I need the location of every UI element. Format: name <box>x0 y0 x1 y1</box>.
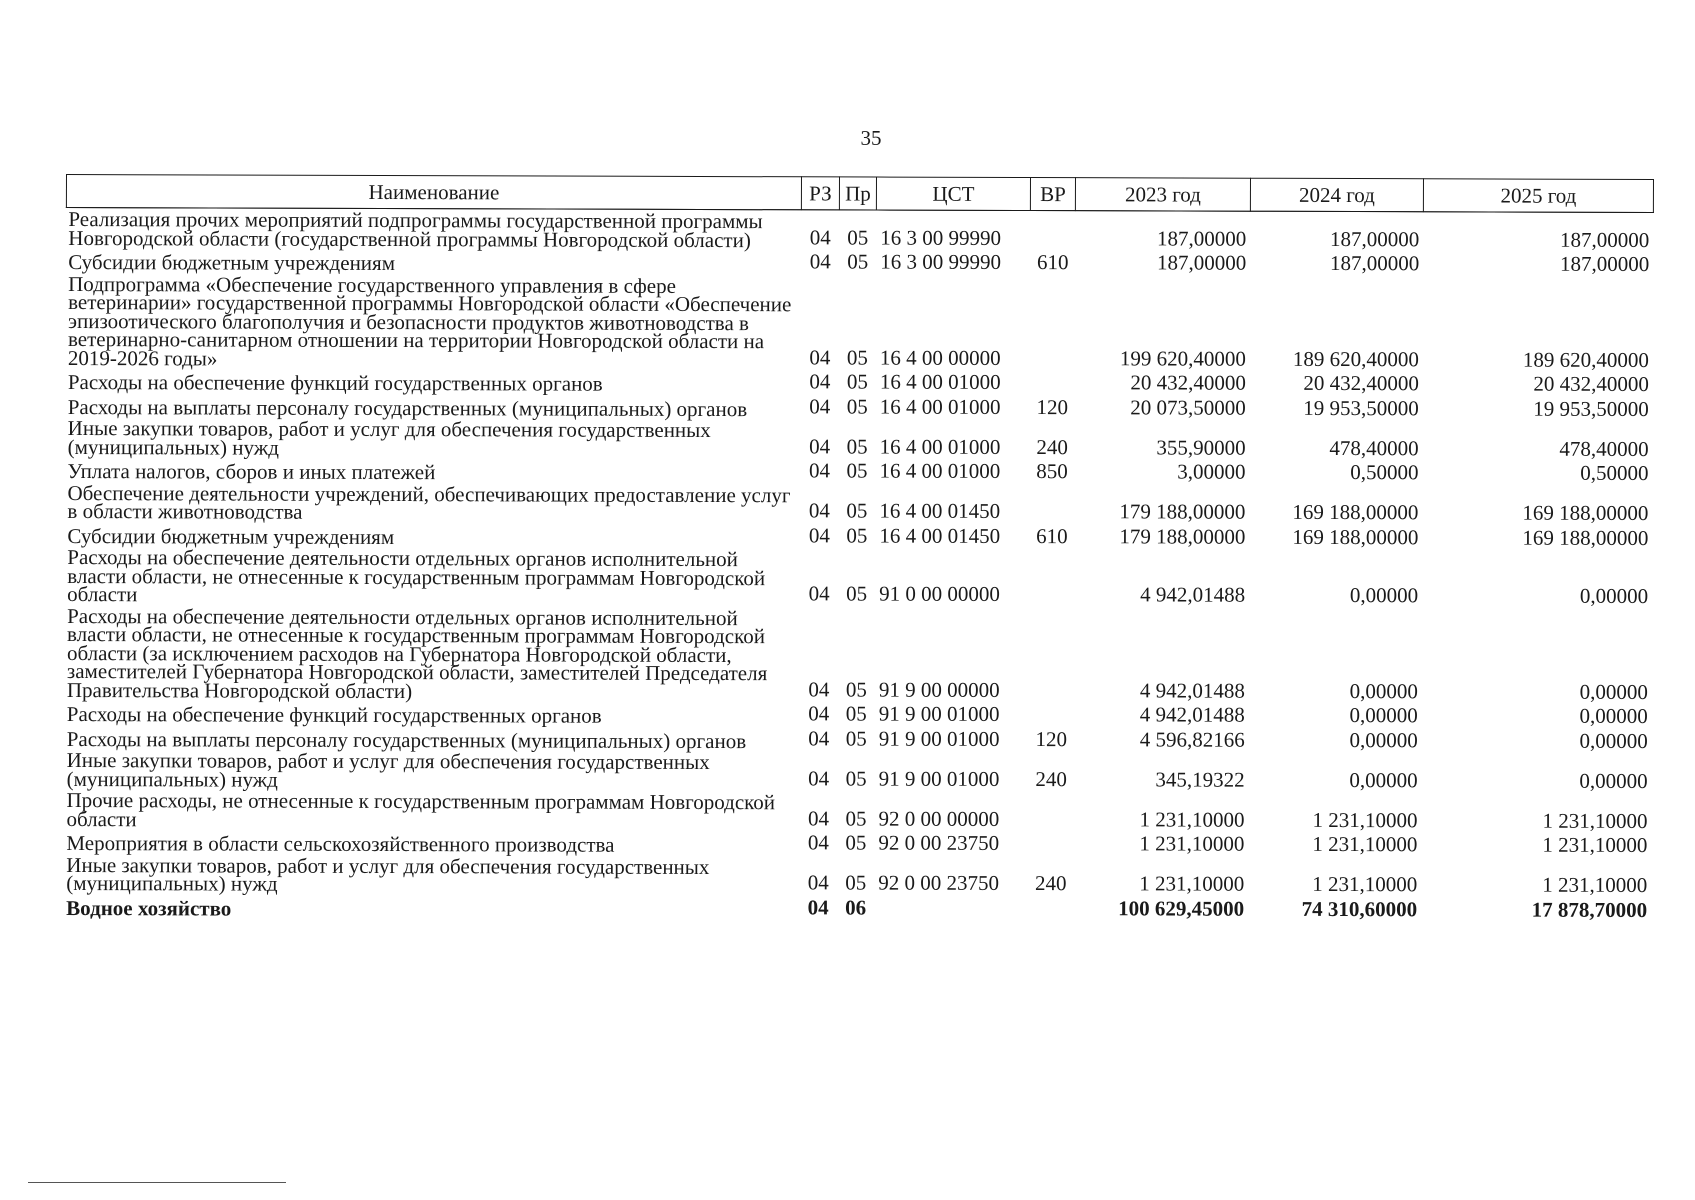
row-value-2025: 20 432,40000 <box>1533 371 1649 396</box>
row-name: Прочие расходы, не отнесенные к государственным программам Новгородской области <box>66 788 776 831</box>
row-value-2024: 0,00000 <box>1349 703 1418 728</box>
row-vr <box>1030 371 1075 396</box>
row-name: Иные закупки товаров, работ и услуг для обеспечения государственных (муниципальных) нужд <box>66 852 710 896</box>
table-row <box>64 789 1651 834</box>
row-vr: 610 <box>1036 523 1068 548</box>
row-rz: 04 <box>807 805 830 830</box>
row-pr: 05 <box>845 805 867 831</box>
row-value-2023: 179 188,00000 <box>1119 499 1246 524</box>
row-pr: 05 <box>846 522 868 548</box>
row-rz: 04 <box>809 344 831 369</box>
table-body <box>64 208 1653 923</box>
row-rz: 04 <box>809 369 831 394</box>
row-value-2023: 199 620,40000 <box>1119 345 1246 371</box>
row-cst: 92 0 00 23750 <box>878 830 1000 855</box>
row-name: Иные закупки товаров, работ и услуг для обеспечения государственных (муниципальных) нужд <box>67 416 711 460</box>
row-value-2023: 345,19322 <box>1155 766 1245 792</box>
row-value-2023: 1 231,10000 <box>1139 831 1245 856</box>
row-value-2025: 1 231,10000 <box>1542 872 1648 897</box>
row-vr <box>1030 211 1075 252</box>
row-vr <box>1029 608 1074 704</box>
row-name: Расходы на выплаты персоналу государственных (муниципальных) органов <box>67 394 748 421</box>
row-cst: 92 0 00 00000 <box>878 806 1000 831</box>
table-row <box>64 853 1651 898</box>
row-rz: 04 <box>808 581 830 606</box>
row-vr: 610 <box>1036 250 1069 275</box>
row-rz: 04 <box>808 498 830 523</box>
row-pr: 05 <box>846 581 868 606</box>
row-value-2024: 20 432,40000 <box>1303 370 1419 396</box>
row-rz: 04 <box>808 725 830 750</box>
row-value-2024: 187,00000 <box>1330 226 1420 251</box>
header-name: Наименование <box>66 175 801 210</box>
row-pr: 05 <box>845 765 867 791</box>
row-name: Расходы на выплаты персоналу государственных (муниципальных) органов <box>66 726 747 753</box>
row-cst: 16 4 00 01450 <box>879 523 1001 548</box>
row-rz: 04 <box>808 701 830 726</box>
row-pr: 05 <box>845 830 867 855</box>
row-value-2023: 4 596,82166 <box>1139 726 1245 752</box>
row-value-2025: 17 878,70000 <box>1531 897 1648 922</box>
row-value-2024: 478,40000 <box>1329 435 1419 460</box>
table-row <box>66 417 1653 462</box>
row-cst: 16 4 00 01000 <box>879 394 1001 419</box>
row-pr: 05 <box>845 676 867 702</box>
budget-table <box>64 174 1654 923</box>
row-value-2023: 4 942,01488 <box>1139 677 1245 703</box>
row-value-2025: 478,40000 <box>1559 436 1649 461</box>
page-number: 35 <box>860 126 882 150</box>
row-value-2024: 0,50000 <box>1350 460 1419 485</box>
row-rz: 04 <box>809 458 831 483</box>
row-value-2023: 1 231,10000 <box>1139 871 1245 896</box>
row-value-2024: 19 953,50000 <box>1303 395 1419 420</box>
row-cst: 16 4 00 01000 <box>879 458 1001 483</box>
row-rz: 04 <box>808 676 830 701</box>
row-value-2025: 187,00000 <box>1560 227 1650 252</box>
row-cst: 92 0 00 23750 <box>878 870 1000 895</box>
row-cst: 91 9 00 00000 <box>878 677 1000 702</box>
row-value-2025: 0,00000 <box>1579 583 1649 608</box>
table-row <box>66 273 1653 373</box>
row-cst: 16 4 00 01000 <box>879 369 1001 394</box>
row-cst: 91 0 00 00000 <box>879 581 1000 606</box>
row-rz: 04 <box>809 224 831 249</box>
row-pr: 05 <box>846 498 868 523</box>
row-name: Иные закупки товаров, работ и услуг для обеспечения государственных (муниципальных) нужд <box>66 748 710 792</box>
row-value-2024: 1 231,10000 <box>1312 871 1418 897</box>
row-vr <box>1029 549 1074 608</box>
table-row <box>66 208 1653 253</box>
row-vr: 240 <box>1036 434 1068 459</box>
header-rz: РЗ <box>801 177 839 210</box>
row-rz: 04 <box>808 522 830 547</box>
row-rz: 04 <box>807 870 829 895</box>
header-cst: ЦСТ <box>876 177 1030 210</box>
header-vr: ВР <box>1030 178 1075 211</box>
row-cst: 16 3 00 99990 <box>880 225 1002 250</box>
row-value-2023: 179 188,00000 <box>1119 523 1246 549</box>
row-rz: 04 <box>809 249 831 274</box>
row-value-2024: 0,00000 <box>1349 583 1419 608</box>
row-name: Расходы на обеспечение функций государственных органов <box>66 702 602 728</box>
row-vr <box>1030 276 1075 372</box>
row-cst: 91 9 00 01000 <box>878 726 1000 751</box>
row-name: Расходы на обеспечение деятельности отдельных органов исполнительной власти области, не отнесенные к государственным программам Новгородской области <box>67 545 766 607</box>
row-value-2023: 4 942,01488 <box>1140 582 1246 607</box>
row-rz: 04 <box>809 393 831 418</box>
row-vr: 240 <box>1035 766 1067 791</box>
row-pr: 05 <box>845 725 867 751</box>
row-name: Расходы на обеспечение деятельности отдельных органов исполнительной власти области, не отнесенные к государственным программам Новгородской области (за исключением расходов на Губернатора Новгородской области, заместителей Губернатора Новгородской области, заместителей Председателя Правительства Новгородской области) <box>66 603 768 703</box>
row-pr: 05 <box>847 224 869 250</box>
row-vr <box>1029 703 1074 728</box>
row-rz: 04 <box>807 830 829 855</box>
header-2025: 2025 год <box>1423 179 1653 213</box>
row-vr: 850 <box>1036 459 1068 484</box>
table-row <box>65 546 1652 609</box>
row-cst: 16 4 00 00000 <box>879 345 1001 370</box>
row-value-2024: 189 620,40000 <box>1292 346 1419 371</box>
row-vr: 240 <box>1034 871 1067 896</box>
row-vr <box>1028 897 1073 922</box>
table-row <box>65 700 1652 729</box>
row-value-2024: 1 231,10000 <box>1312 831 1418 857</box>
row-name: Уплата налогов, сборов и иных платежей <box>67 459 436 485</box>
row-value-2023: 355,90000 <box>1156 434 1246 460</box>
row-rz: 04 <box>808 765 830 790</box>
header-pr: Пр <box>839 177 876 210</box>
row-rz: 04 <box>807 894 829 919</box>
table-row <box>64 893 1651 922</box>
row-vr: 120 <box>1035 726 1068 751</box>
row-name: Мероприятия в области сельскохозяйственного производства <box>66 831 615 857</box>
row-vr <box>1028 832 1073 857</box>
row-name: Водное хозяйство <box>66 895 232 921</box>
header-2024: 2024 год <box>1250 178 1423 212</box>
row-cst <box>874 896 1028 921</box>
row-vr: 120 <box>1036 394 1069 419</box>
row-value-2025: 189 620,40000 <box>1522 347 1649 372</box>
row-name: Подпрограмма «Обеспечение государственного управления в сфере ветеринарии» государственной программы Новгородской области «Обеспечение эпизоотического благополучия и безопасности продуктов животноводства в ветеринарно-санитарном отношении на территории Новгородской области на 2019-2026 годы» <box>67 271 792 370</box>
row-value-2025: 169 188,00000 <box>1522 500 1649 525</box>
row-cst: 16 3 00 99990 <box>880 249 1002 274</box>
row-value-2025: 1 231,10000 <box>1542 832 1648 857</box>
row-value-2024: 0,00000 <box>1349 678 1418 703</box>
row-vr <box>1028 792 1073 832</box>
row-name: Обеспечение деятельности учреждений, обеспечивающих предоставление услуг в области животноводства <box>67 480 791 524</box>
table-row <box>66 368 1653 397</box>
row-value-2024: 0,00000 <box>1349 767 1418 792</box>
header-2023: 2023 год <box>1075 178 1250 212</box>
row-value-2025: 0,50000 <box>1580 460 1649 485</box>
table-row <box>65 749 1652 794</box>
row-pr: 05 <box>846 433 868 459</box>
row-cst: 16 4 00 01000 <box>879 434 1001 459</box>
row-cst: 16 4 00 01450 <box>879 498 1001 523</box>
row-pr: 05 <box>846 369 868 394</box>
row-pr: 05 <box>845 870 867 895</box>
row-value-2023: 20 432,40000 <box>1130 370 1246 395</box>
row-name: Субсидии бюджетным учреждениям <box>68 250 396 276</box>
row-value-2023: 1 231,10000 <box>1139 806 1245 832</box>
row-value-2023: 100 629,45000 <box>1118 895 1245 921</box>
row-pr: 05 <box>846 458 868 483</box>
row-value-2023: 187,00000 <box>1156 250 1247 275</box>
row-value-2025: 187,00000 <box>1559 251 1650 276</box>
row-vr <box>1029 485 1074 525</box>
row-name: Расходы на обеспечение функций государственных органов <box>67 370 603 396</box>
row-cst: 91 9 00 01000 <box>878 701 1000 726</box>
row-value-2024: 1 231,10000 <box>1312 807 1418 832</box>
row-name: Реализация прочих мероприятий подпрограммы государственной программы Новгородской области (государственной программы Новгородской области) <box>68 207 763 252</box>
row-value-2025: 0,00000 <box>1579 728 1648 753</box>
table-row <box>65 604 1652 704</box>
row-pr: 05 <box>846 344 868 370</box>
row-value-2024: 187,00000 <box>1329 250 1420 276</box>
row-pr: 06 <box>845 894 867 920</box>
row-value-2025: 19 953,50000 <box>1533 396 1649 421</box>
row-value-2025: 1 231,10000 <box>1542 808 1648 833</box>
row-value-2025: 0,00000 <box>1579 679 1648 704</box>
row-value-2023: 187,00000 <box>1157 225 1247 251</box>
row-value-2023: 3,00000 <box>1177 459 1246 484</box>
table-row <box>65 482 1652 527</box>
row-cst: 91 9 00 01000 <box>878 766 1000 791</box>
row-pr: 05 <box>845 701 867 726</box>
row-value-2023: 20 073,50000 <box>1130 394 1246 420</box>
row-value-2025: 0,00000 <box>1579 703 1648 728</box>
row-name: Субсидии бюджетным учреждениям <box>67 523 395 549</box>
row-pr: 05 <box>846 393 868 419</box>
footnote-divider <box>28 1182 286 1183</box>
row-rz: 04 <box>809 433 831 458</box>
row-value-2025: 169 188,00000 <box>1522 525 1649 550</box>
row-value-2023: 4 942,01488 <box>1139 702 1245 727</box>
row-value-2025: 0,00000 <box>1579 768 1648 793</box>
row-value-2024: 169 188,00000 <box>1292 499 1419 525</box>
row-value-2024: 0,00000 <box>1349 727 1418 752</box>
row-pr: 05 <box>847 249 869 274</box>
row-value-2024: 74 310,60000 <box>1301 896 1418 921</box>
row-value-2024: 169 188,00000 <box>1292 524 1419 549</box>
